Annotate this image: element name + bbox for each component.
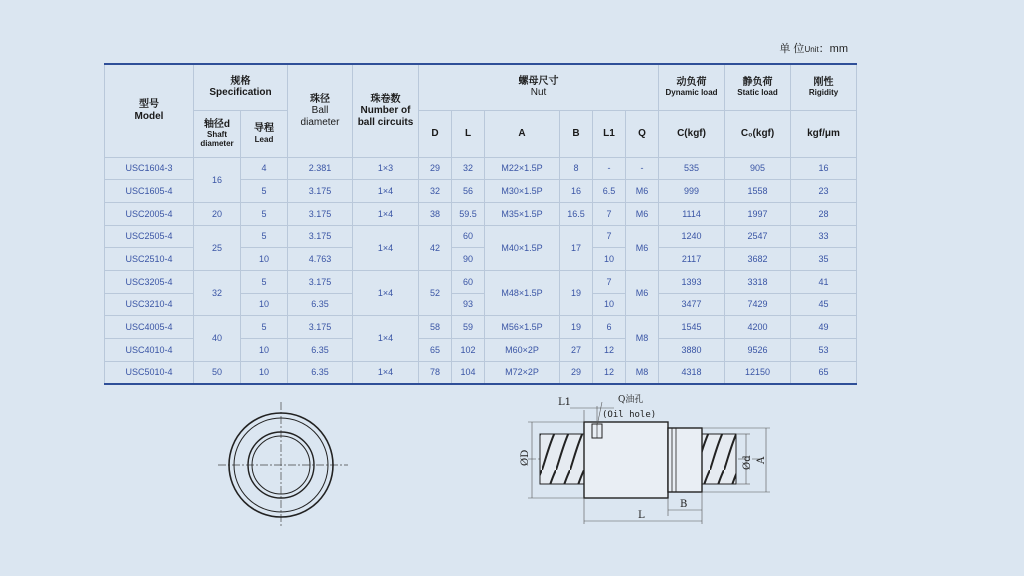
cell-rigidity: 33 (791, 225, 857, 248)
cell-L1: 6.5 (593, 180, 626, 203)
cell-ball: 3.175 (288, 202, 353, 225)
cell-L1: 10 (593, 293, 626, 316)
cell-C: 1545 (659, 316, 725, 339)
cell-Q: M8 (626, 361, 659, 384)
cell-C0: 1997 (725, 202, 791, 225)
cell-shaft: 16 (194, 157, 241, 202)
cell-circuits: 1×4 (353, 316, 419, 361)
cell-A: M35×1.5P (485, 202, 560, 225)
static-load-header (725, 64, 791, 110)
cell-A: M60×2P (485, 339, 560, 362)
lead-header-en: Lead (254, 134, 274, 144)
cell-lead: 5 (241, 316, 288, 339)
cell-C: 535 (659, 157, 725, 180)
model-header-en: Model (134, 110, 164, 122)
cell-L: 90 (452, 248, 485, 271)
cell-C0: 7429 (725, 293, 791, 316)
nut-col-Q: Q (626, 110, 659, 157)
cell-model: USC4010-4 (105, 339, 194, 362)
cell-L1: 6 (593, 316, 626, 339)
cell-lead: 5 (241, 202, 288, 225)
cell-L1: 7 (593, 202, 626, 225)
cell-L: 32 (452, 157, 485, 180)
cell-ball: 6.35 (288, 293, 353, 316)
table-row (105, 316, 857, 339)
cell-L1: 7 (593, 225, 626, 248)
cell-circuits: 1×3 (353, 157, 419, 180)
cell-L: 59 (452, 316, 485, 339)
cell-lead: 4 (241, 157, 288, 180)
circuits-header (353, 64, 419, 157)
cell-rigidity: 16 (791, 157, 857, 180)
cell-rigidity: 49 (791, 316, 857, 339)
cell-rigidity: 35 (791, 248, 857, 271)
nut-col-A: A (485, 110, 560, 157)
unit-label (779, 40, 848, 56)
cell-Q: M6 (626, 225, 659, 270)
model-header (105, 64, 194, 157)
cell-lead: 5 (241, 270, 288, 293)
cell-D: 65 (419, 339, 452, 362)
cell-C: 1114 (659, 202, 725, 225)
ball-header-en2: diameter (300, 116, 340, 128)
table-row (105, 270, 857, 293)
oil-hole-label-cn: Q油孔 (618, 395, 644, 405)
ball-header-cn: 珠径 (310, 93, 330, 105)
A-label: A (756, 456, 767, 464)
B-label: B (680, 499, 688, 510)
nut-header (419, 64, 659, 110)
cell-C0: 3318 (725, 270, 791, 293)
ball-header (288, 64, 353, 157)
cell-C0: 12150 (725, 361, 791, 384)
cell-rigidity: 53 (791, 339, 857, 362)
cell-lead: 10 (241, 248, 288, 271)
cell-B: 19 (560, 316, 593, 339)
spec-header-en: Specification (209, 87, 272, 99)
cell-L: 56 (452, 180, 485, 203)
d-label: Ød (742, 455, 753, 470)
cell-rigidity: 41 (791, 270, 857, 293)
nut-col-L: L (452, 110, 485, 157)
unit-value: ：mm (818, 43, 848, 55)
cell-C: 1240 (659, 225, 725, 248)
rigidity-header (791, 64, 857, 110)
cell-C: 3880 (659, 339, 725, 362)
cell-C0: 3682 (725, 248, 791, 271)
cell-C0: 905 (725, 157, 791, 180)
cell-shaft: 25 (194, 225, 241, 270)
side-view-drawing (514, 390, 774, 526)
cell-L: 60 (452, 225, 485, 248)
left-screw-shaft (540, 434, 584, 484)
cell-L: 93 (452, 293, 485, 316)
cell-C0: 1558 (725, 180, 791, 203)
cell-L: 104 (452, 361, 485, 384)
cell-ball: 3.175 (288, 270, 353, 293)
rigidity-unit: kgf/μm (791, 110, 857, 157)
L1-label: L1 (558, 397, 572, 408)
cell-D: 29 (419, 157, 452, 180)
cell-D: 32 (419, 180, 452, 203)
cell-lead: 10 (241, 339, 288, 362)
rigidity-header-en: Rigidity (808, 88, 839, 98)
table-row (105, 202, 857, 225)
cell-lead: 10 (241, 361, 288, 384)
nut-col-L1: L1 (593, 110, 626, 157)
cell-A: M40×1.5P (485, 225, 560, 270)
cell-B: 16.5 (560, 202, 593, 225)
cell-C0: 2547 (725, 225, 791, 248)
shaft-header (194, 110, 241, 157)
dynamic-load-header (659, 64, 725, 110)
cell-Q: M6 (626, 202, 659, 225)
cell-A: M22×1.5P (485, 157, 560, 180)
dynamic-load-header-cn: 动负荷 (676, 76, 707, 88)
static-load-header-cn: 静负荷 (742, 76, 773, 88)
cell-L1: 12 (593, 361, 626, 384)
cell-circuits: 1×4 (353, 202, 419, 225)
cell-L1: 7 (593, 270, 626, 293)
cell-circuits: 1×4 (353, 225, 419, 270)
cell-model: USC1605-4 (105, 180, 194, 203)
circuits-header-en2: ball circuits (357, 116, 414, 128)
cell-rigidity: 28 (791, 202, 857, 225)
oil-hole-label-en: (Oil hole) (602, 410, 657, 420)
cell-Q: M8 (626, 316, 659, 361)
cell-D: 52 (419, 270, 452, 315)
shaft-header-en2: diameter (200, 139, 234, 149)
cell-C: 1393 (659, 270, 725, 293)
cell-Q: M6 (626, 270, 659, 315)
cell-C: 2117 (659, 248, 725, 271)
spec-table (104, 63, 857, 385)
cell-L: 59.5 (452, 202, 485, 225)
cell-B: 8 (560, 157, 593, 180)
model-header-cn: 型号 (139, 99, 159, 111)
end-view-drawing (218, 402, 348, 528)
unit-label-en: Unit (804, 45, 819, 54)
unit-label-cn: 单 位 (779, 43, 805, 55)
nut-header-en: Nut (530, 87, 547, 99)
cell-B: 27 (560, 339, 593, 362)
cell-circuits: 1×4 (353, 180, 419, 203)
cell-A: M72×2P (485, 361, 560, 384)
spec-header (194, 64, 288, 110)
lead-header-cn: 导程 (254, 123, 274, 135)
cell-C0: 4200 (725, 316, 791, 339)
spec-header-cn: 规格 (230, 75, 251, 87)
cell-model: USC3210-4 (105, 293, 194, 316)
cell-C: 999 (659, 180, 725, 203)
table-row (105, 157, 857, 180)
cell-rigidity: 65 (791, 361, 857, 384)
cell-D: 42 (419, 225, 452, 270)
cell-C0: 9526 (725, 339, 791, 362)
cell-lead: 10 (241, 293, 288, 316)
circuits-header-en1: Number of (360, 105, 411, 116)
cell-B: 29 (560, 361, 593, 384)
cell-L1: 10 (593, 248, 626, 271)
cell-ball: 6.35 (288, 339, 353, 362)
cell-A: M48×1.5P (485, 270, 560, 315)
table-row (105, 225, 857, 248)
cell-L: 102 (452, 339, 485, 362)
static-load-header-en: Static load (737, 88, 778, 98)
cell-D: 38 (419, 202, 452, 225)
shaft-header-cn: 轴径d (203, 118, 231, 130)
right-screw-shaft (702, 434, 736, 484)
cell-D: 58 (419, 316, 452, 339)
shaft-header-en1: Shaft (207, 130, 227, 140)
cell-shaft: 50 (194, 361, 241, 384)
cell-D: 78 (419, 361, 452, 384)
cell-L: 60 (452, 270, 485, 293)
cell-circuits: 1×4 (353, 270, 419, 315)
cell-L1: - (593, 157, 626, 180)
cell-model: USC1604-3 (105, 157, 194, 180)
cell-rigidity: 45 (791, 293, 857, 316)
cell-A: M56×1.5P (485, 316, 560, 339)
table-row (105, 361, 857, 384)
ball-header-en1: Ball (311, 105, 329, 116)
cell-B: 16 (560, 180, 593, 203)
cell-model: USC4005-4 (105, 316, 194, 339)
nut-col-B: B (560, 110, 593, 157)
cell-C: 4318 (659, 361, 725, 384)
cell-B: 19 (560, 270, 593, 315)
D-label: ØD (520, 449, 531, 466)
cell-rigidity: 23 (791, 180, 857, 203)
cell-model: USC2005-4 (105, 202, 194, 225)
cell-ball: 3.175 (288, 225, 353, 248)
static-load-unit: C₀(kgf) (725, 110, 791, 157)
rigidity-header-cn: 刚性 (813, 76, 834, 88)
cell-B: 17 (560, 225, 593, 270)
cell-ball: 4.763 (288, 248, 353, 271)
cell-model: USC2510-4 (105, 248, 194, 271)
dynamic-load-unit: C(kgf) (659, 110, 725, 157)
cell-ball: 6.35 (288, 361, 353, 384)
L-label: L (638, 510, 645, 521)
cell-circuits: 1×4 (353, 361, 419, 384)
cell-ball: 3.175 (288, 180, 353, 203)
cell-Q: - (626, 157, 659, 180)
nut-col-D: D (419, 110, 452, 157)
cell-ball: 3.175 (288, 316, 353, 339)
nut-threaded-end (668, 428, 702, 492)
cell-model: USC3205-4 (105, 270, 194, 293)
cell-model: USC5010-4 (105, 361, 194, 384)
dynamic-load-header-en: Dynamic load (665, 88, 718, 98)
cell-L1: 12 (593, 339, 626, 362)
cell-lead: 5 (241, 225, 288, 248)
cell-shaft: 20 (194, 202, 241, 225)
cell-A: M30×1.5P (485, 180, 560, 203)
cell-model: USC2505-4 (105, 225, 194, 248)
circuits-header-cn: 珠卷数 (370, 93, 401, 105)
cell-ball: 2.381 (288, 157, 353, 180)
cell-shaft: 40 (194, 316, 241, 361)
cell-Q: M6 (626, 180, 659, 203)
cell-lead: 5 (241, 180, 288, 203)
cell-shaft: 32 (194, 270, 241, 315)
nut-header-cn: 螺母尺寸 (518, 75, 559, 87)
cell-C: 3477 (659, 293, 725, 316)
lead-header (241, 110, 288, 157)
